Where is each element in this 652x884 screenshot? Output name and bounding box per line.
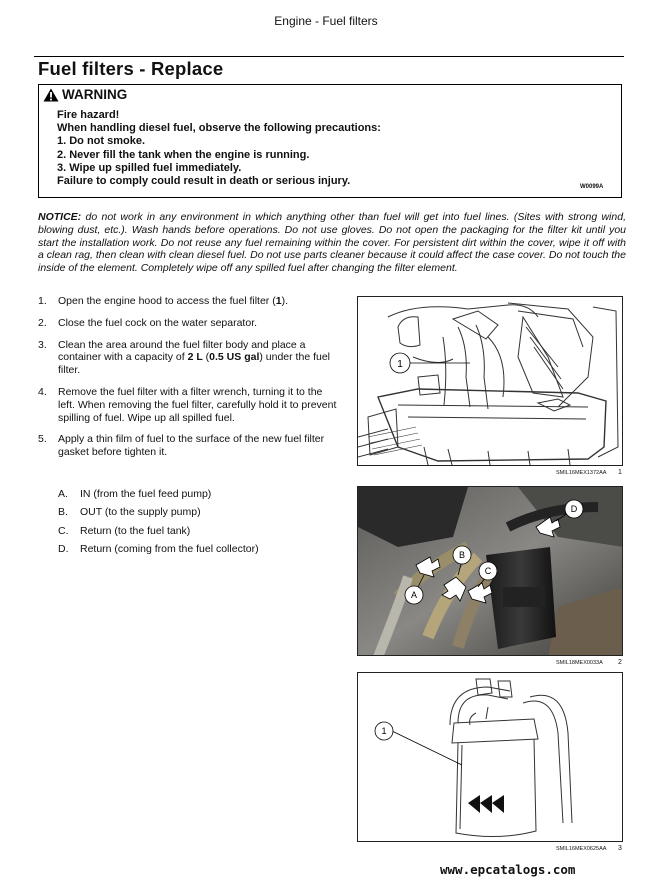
warning-line: Fire hazard!	[57, 109, 120, 121]
figure-caption: SMIL16MEX0625AA	[556, 846, 607, 852]
legend-item: A. IN (from the fuel feed pump)	[58, 488, 212, 500]
warning-line: 1. Do not smoke.	[57, 135, 146, 148]
notice-paragraph	[38, 211, 626, 275]
warning-code: W0099A	[580, 184, 604, 190]
step-text: Close the fuel cock on the water separator.	[58, 316, 258, 329]
step-item	[38, 339, 338, 377]
section-title: Fuel filters - Replace	[38, 58, 224, 79]
callout-label: B	[458, 550, 466, 560]
step-text: Apply a thin film of fuel to the surface of the new fuel filter gasket before tighten it.	[58, 433, 325, 459]
engine-drawing	[358, 297, 623, 466]
step-text: Remove the fuel filter with a filter wrench, turning it to the left. When removing the fuel filter, carefully hold it to prevent spilling of fuel. Wipe up all spilled fuel.	[58, 385, 337, 424]
warning-line: 2. Never fill the tank when the engine is running.	[57, 148, 310, 161]
footer-url: www.epcatalogs.com	[440, 862, 576, 877]
step-text: Open the engine hood to access the fuel filter (1).	[58, 295, 288, 307]
figure-filter-photo	[357, 486, 623, 656]
step-number: 3.	[38, 338, 47, 351]
callout-label: 1	[381, 726, 387, 736]
step-number: 4.	[38, 385, 47, 398]
warning-label: WARNING	[62, 87, 128, 102]
figure-engine-compartment	[357, 296, 623, 466]
figure-number: 3	[618, 845, 622, 852]
step-item	[38, 295, 338, 308]
filter-drawing	[358, 673, 623, 842]
figure-filter-drawing	[357, 672, 623, 842]
warning-line: When handling diesel fuel, observe the following precautions:	[57, 122, 381, 135]
callout-label: A	[410, 590, 418, 600]
warning-text	[57, 109, 381, 188]
figure-caption: SMIL18MEX0033A	[556, 660, 603, 666]
step-number: 1.	[38, 295, 47, 307]
callout-label: 1	[397, 359, 403, 370]
legend-item: B. OUT (to the supply pump)	[58, 506, 201, 519]
filter-photo	[358, 487, 623, 656]
figure-number: 1	[618, 469, 622, 476]
figure-number: 2	[618, 659, 622, 666]
running-header: Engine - Fuel filters	[274, 14, 378, 28]
procedure-steps	[38, 295, 338, 468]
warning-triangle-icon	[43, 88, 59, 102]
legend-item: D. Return (coming from the fuel collector)	[58, 542, 259, 555]
warning-line: Failure to comply could result in death or serious injury.	[57, 175, 351, 188]
figure-legend	[58, 485, 259, 558]
step-item	[38, 433, 338, 459]
notice-text: do not work in any environment in which anything other than fuel will get into fuel lines. (Sites with strong wind, blowing dust, etc.). Wash hands before operations. Do not use gloves. Do not open the packaging for the filter kit until you start the installation work. Do not reuse any fuel remaining within the cover. For persistent dirt within the cover, wipe it off with a clean rag, then clean with clean diesel fuel. Do not use parts cleaner because it could affect the case cover. Do not touch the inside of the element. Completely wipe off any spilled fuel after changing the filter element.	[38, 211, 626, 275]
step-item	[38, 386, 338, 424]
notice-label: NOTICE:	[38, 211, 82, 223]
warning-heading	[43, 87, 127, 102]
step-text: Clean the area around the fuel filter body and place a container with a capacity of 2 L (0.5 US gal) under the fuel filter.	[58, 338, 331, 377]
callout-label: D	[570, 504, 578, 514]
callout-label: C	[484, 566, 492, 576]
step-number: 2.	[38, 316, 47, 329]
warning-line: 3. Wipe up spilled fuel immediately.	[57, 161, 242, 174]
title-rule	[34, 56, 624, 57]
legend-item: C. Return (to the fuel tank)	[58, 524, 191, 537]
step-item	[38, 317, 338, 330]
step-number: 5.	[38, 433, 47, 446]
figure-caption: SMIL16MEX1372AA	[556, 470, 607, 476]
